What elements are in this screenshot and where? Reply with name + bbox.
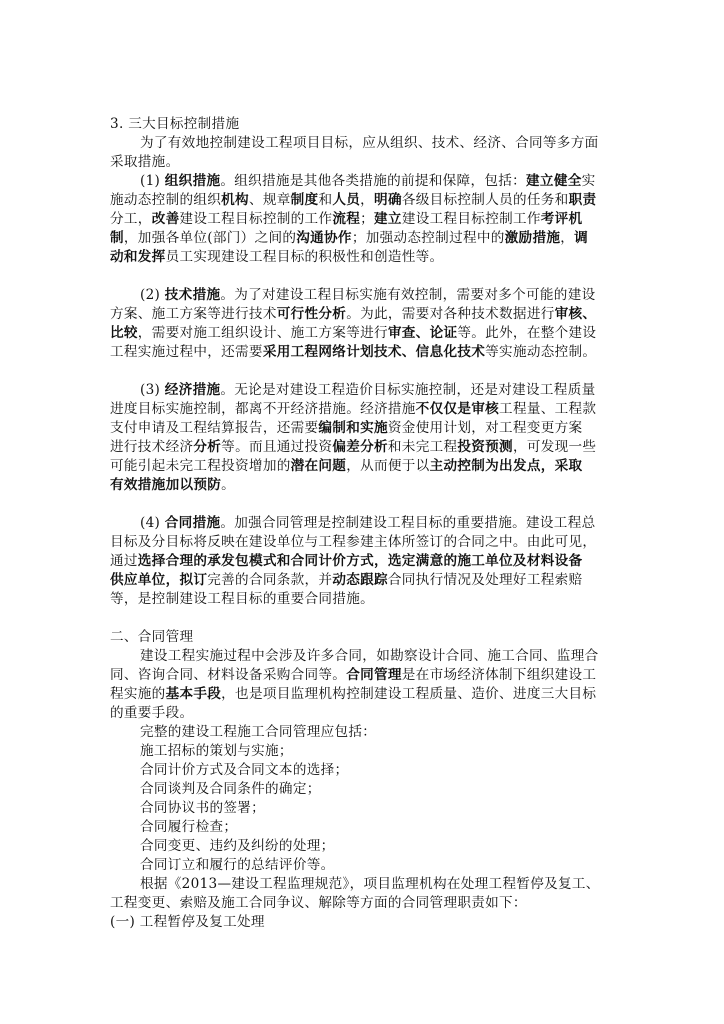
tech-measures-line <box>110 324 596 343</box>
bold-text: 比较 <box>110 325 138 341</box>
text-segment: 和未完工程 <box>387 439 458 455</box>
list-item: 合同谈判及合同条件的确定； <box>140 781 321 797</box>
text-segment: 同、咨询合同、材料设备采购合同等。 <box>110 667 347 683</box>
text-segment: 等实施动态控制。 <box>485 344 597 360</box>
text-segment: 工程实施过程中，还需要 <box>110 344 263 360</box>
text-segment: 和 <box>318 192 333 208</box>
text-segment: 。为此，需要对各种技术数据进行 <box>346 306 555 322</box>
bold-text: 选择合理的承发包模式和合同计价方式，选定满意的施工单位及材料设备 <box>137 553 583 569</box>
bold-text: 改善 <box>151 211 180 227</box>
org-measures-line <box>140 172 596 191</box>
text-segment: 。无论是对建设工程造价目标实施控制，还是对建设工程质量 <box>220 382 596 398</box>
org-measures-line <box>110 210 582 229</box>
contract-measures-line <box>110 533 596 552</box>
bold-text: 职责 <box>568 192 597 208</box>
tech-measures-line <box>140 286 596 305</box>
bold-text: 制 <box>110 230 124 246</box>
text-segment: (2) <box>140 287 165 303</box>
text-segment: 员工实现建设工程目标的积极性和创造性等。 <box>165 249 444 265</box>
econ-measures-line <box>140 381 596 400</box>
text-segment: 各级目标控制人员的任务和 <box>401 192 569 208</box>
bold-text: 建立健全 <box>526 173 582 189</box>
text-segment: ；加强动态控制过程中的 <box>351 230 505 246</box>
tech-measures-line <box>110 343 596 362</box>
bold-text: 机构 <box>221 192 249 208</box>
text-segment: 目标及分目标将反映在建设单位与工程参建主体所签订的合同之中。由此可见， <box>110 534 597 550</box>
text-segment: ； <box>360 211 375 227</box>
bold-text: 激励措施 <box>504 230 561 246</box>
text-segment: 可能引起未完工程投资增加的 <box>110 458 291 474</box>
text-segment: 实 <box>581 173 596 189</box>
text-segment: 资金使用计划，对工程变更方案 <box>387 420 583 436</box>
bold-text: 编制和实施 <box>318 420 388 436</box>
text-segment: 。 <box>221 477 236 493</box>
bold-text: 动态跟踪 <box>332 572 388 588</box>
bold-text: 审查、论证 <box>387 325 458 341</box>
text-segment: 程实施的 <box>110 686 166 702</box>
bold-text: 偏差分析 <box>332 439 388 455</box>
list-item: 合同变更、违约及纠纷的处理； <box>140 838 335 854</box>
contract-measures-line <box>110 590 374 609</box>
contract-management-line <box>110 685 596 704</box>
bold-text: 潜在问题 <box>290 458 347 474</box>
contract-management-line <box>140 647 599 666</box>
bold-text: 基本手段 <box>165 686 222 702</box>
text-segment: 施动态控制的组织 <box>110 192 222 208</box>
text-segment: ， <box>360 192 375 208</box>
text-segment: 是在市场经济体制下组织建设工 <box>401 667 597 683</box>
text-segment: (3) <box>140 382 165 398</box>
org-measures-line <box>110 191 596 210</box>
text-segment: 建设工程实施过程中会涉及许多合同，如勘察设计合同、施工合同、监理合 <box>140 648 599 664</box>
text-segment: 进度目标实施控制，都离不开经济措施。经济措施 <box>110 401 416 417</box>
org-measures-line <box>110 229 588 248</box>
contract-management-line <box>110 704 193 723</box>
contract-management-line <box>110 666 596 685</box>
text-segment: 进行技术经济 <box>110 439 194 455</box>
text-segment: 、规章 <box>248 192 291 208</box>
text-segment: ，可发现一些 <box>512 439 597 455</box>
text-segment: 等。此外，在整个建设 <box>457 325 597 341</box>
text-segment: 。组织措施是其他各类措施的前提和保障，包括： <box>220 173 527 189</box>
text-segment: 完善的合同条款，并 <box>207 572 333 588</box>
bold-text: 明确 <box>374 192 402 208</box>
bold-text: 合同管理 <box>346 667 402 683</box>
contract-measures-line <box>140 514 596 533</box>
section-3-intro-line: 为了有效地控制建设工程项目目标，应从组织、技术、经济、合同等多方面 <box>140 135 599 151</box>
text-segment: ， <box>560 230 575 246</box>
bold-text: 不仅仅是审核 <box>415 401 500 417</box>
bold-text: 投资预测 <box>457 439 513 455</box>
text-segment: 支付申请及工程结算报告，还需要 <box>110 420 319 436</box>
section-3-title: 3. 三大目标控制措施 <box>110 116 240 132</box>
bold-text: 供应单位，拟订 <box>110 572 208 588</box>
bold-text: 组织措施 <box>164 173 221 189</box>
section-3-intro-line: 采取措施。 <box>110 154 180 170</box>
text-segment: ，从而便于以 <box>346 458 430 474</box>
list-item: 合同履行检查； <box>140 819 238 835</box>
list-item: 合同订立和履行的总结评价等。 <box>140 857 335 873</box>
bold-text: 采用工程网络计划技术、信息化技术 <box>262 344 486 360</box>
bold-text: 技术措施 <box>164 287 221 303</box>
econ-measures-line <box>110 438 596 457</box>
econ-measures-line <box>110 457 582 476</box>
bold-text: 可行性分析 <box>276 306 347 322</box>
org-measures-line <box>110 248 443 267</box>
bold-text: 动和发挥 <box>110 249 166 265</box>
list-item: 合同计价方式及合同文本的选择； <box>140 762 349 778</box>
bold-text: 沟通协作 <box>296 230 352 246</box>
bold-text: 调 <box>574 230 589 246</box>
text-segment: 。加强合同管理是控制建设工程目标的重要措施。建设工程总 <box>220 515 596 531</box>
list-intro: 完整的建设工程施工合同管理应包括： <box>140 724 377 740</box>
bold-text: 建立 <box>374 211 402 227</box>
contract-measures-line <box>110 571 582 590</box>
tech-measures-line <box>110 305 596 324</box>
text-segment: 的重要手段。 <box>110 705 194 721</box>
econ-measures-line <box>110 419 582 438</box>
text-segment: (1) <box>140 173 165 189</box>
bold-text: 制度 <box>290 192 319 208</box>
text-segment: 建设工程目标控制工作 <box>401 211 541 227</box>
bold-text: 分析 <box>193 439 222 455</box>
bold-text: 审核、 <box>554 306 597 322</box>
text-segment: 。为了对建设工程目标实施有效控制，需要对多个可能的建设 <box>220 287 596 303</box>
text-segment: 分工， <box>110 211 152 227</box>
text-segment: (4) <box>140 515 165 531</box>
section-2-title: 二、合同管理 <box>110 629 194 645</box>
text-segment: 工程量、工程款 <box>499 401 597 417</box>
bold-text: 有效措施加以预防 <box>110 477 222 493</box>
text-segment: ，需要对施工组织设计、施工方案等进行 <box>137 325 388 341</box>
bold-text: 人员 <box>332 192 361 208</box>
bold-text: 考评机 <box>540 211 583 227</box>
text-segment: 通过 <box>110 553 138 569</box>
subsection-title: (一) 工程暂停及复工处理 <box>110 914 265 930</box>
regulation-basis-line: 根据《2013—建设工程监理规范》，项目监理机构在处理工程暂停及复工、 <box>140 876 600 892</box>
bold-text: 合同措施 <box>164 515 221 531</box>
text-segment: ，加强各单位(部门）之间的 <box>123 230 297 246</box>
list-item: 合同协议书的签署； <box>140 800 266 816</box>
econ-measures-line <box>110 476 235 495</box>
contract-measures-line <box>110 552 582 571</box>
bold-text: 经济措施 <box>164 382 221 398</box>
bold-text: 流程 <box>332 211 361 227</box>
text-segment: 等。而且通过投资 <box>221 439 333 455</box>
bold-text: 主动控制为出发点，采取 <box>429 458 583 474</box>
text-segment: 等，是控制建设工程目标的重要合同措施。 <box>110 591 374 607</box>
econ-measures-line <box>110 400 596 419</box>
text-segment: 合同执行情况及处理好工程索赔 <box>387 572 583 588</box>
text-segment: 方案、施工方案等进行技术 <box>110 306 277 322</box>
list-item: 施工招标的策划与实施； <box>140 743 293 759</box>
text-segment: ，也是项目监理机构控制建设工程质量、造价、进度三大目标 <box>221 686 597 702</box>
text-segment: 建设工程目标控制的工作 <box>179 211 333 227</box>
regulation-basis-line: 工程变更、索赔及施工合同争议、解除等方面的合同管理职责如下： <box>110 895 527 911</box>
